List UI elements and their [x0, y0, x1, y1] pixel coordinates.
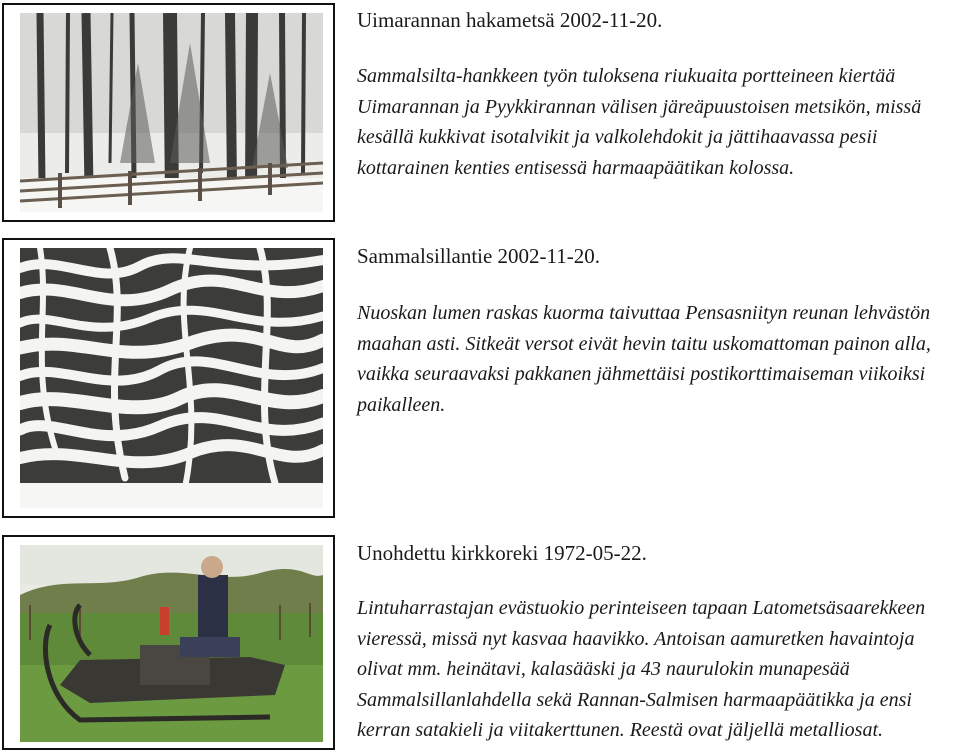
entry-title: Uimarannan hakametsä 2002-11-20. — [357, 8, 663, 32]
entry-caption: Sammalsilta-hankkeen työn tuloksena riukuaita portteineen kiertää Uimarannan ja Pyykkirannan välisen järeäpuustoisen metsikön, missä kesällä kukkivat isotalvikit ja valkolehdokit ja jättihaavassa pesii kottarainen kenties entisessä harmaapäätikan kolossa. — [357, 65, 922, 179]
snowy-forest-fence-photo — [20, 13, 323, 212]
photo-frame — [2, 535, 335, 750]
entry-title: Unohdettu kirkkoreki 1972-05-22. — [357, 541, 647, 565]
photo-frame — [2, 238, 335, 518]
snow-laden-bushes-photo — [20, 248, 323, 508]
entry-caption: Lintuharrastajan evästuokio perinteiseen tapaan Latometsäsaarekkeen vieressä, missä nyt kasvaa haavikko. Antoisan aamuretken havaintoja olivat mm. heinätavi, kalasääski ja 43 naurulokin munapesää Sammalsillanlahdella sekä Rannan-Salmisen harmaapäätikka ja ensi kerran satakieli ja viitakerttunen. Reestä ovat jäljellä metalliosat. — [357, 597, 926, 741]
photo-frame — [2, 3, 335, 222]
man-in-church-sleigh-photo — [20, 545, 323, 742]
entry-caption: Nuoskan lumen raskas kuorma taivuttaa Pensasniityn reunan lehvästön maahan asti. Sitkeät versot eivät hevin taitu uskomattoman painon alla, vaikka seuraavaksi pakkanen jähmettäisi postikorttimaiseman viikoiksi paikalleen. — [357, 302, 931, 416]
entry-title: Sammalsillantie 2002-11-20. — [357, 244, 601, 268]
